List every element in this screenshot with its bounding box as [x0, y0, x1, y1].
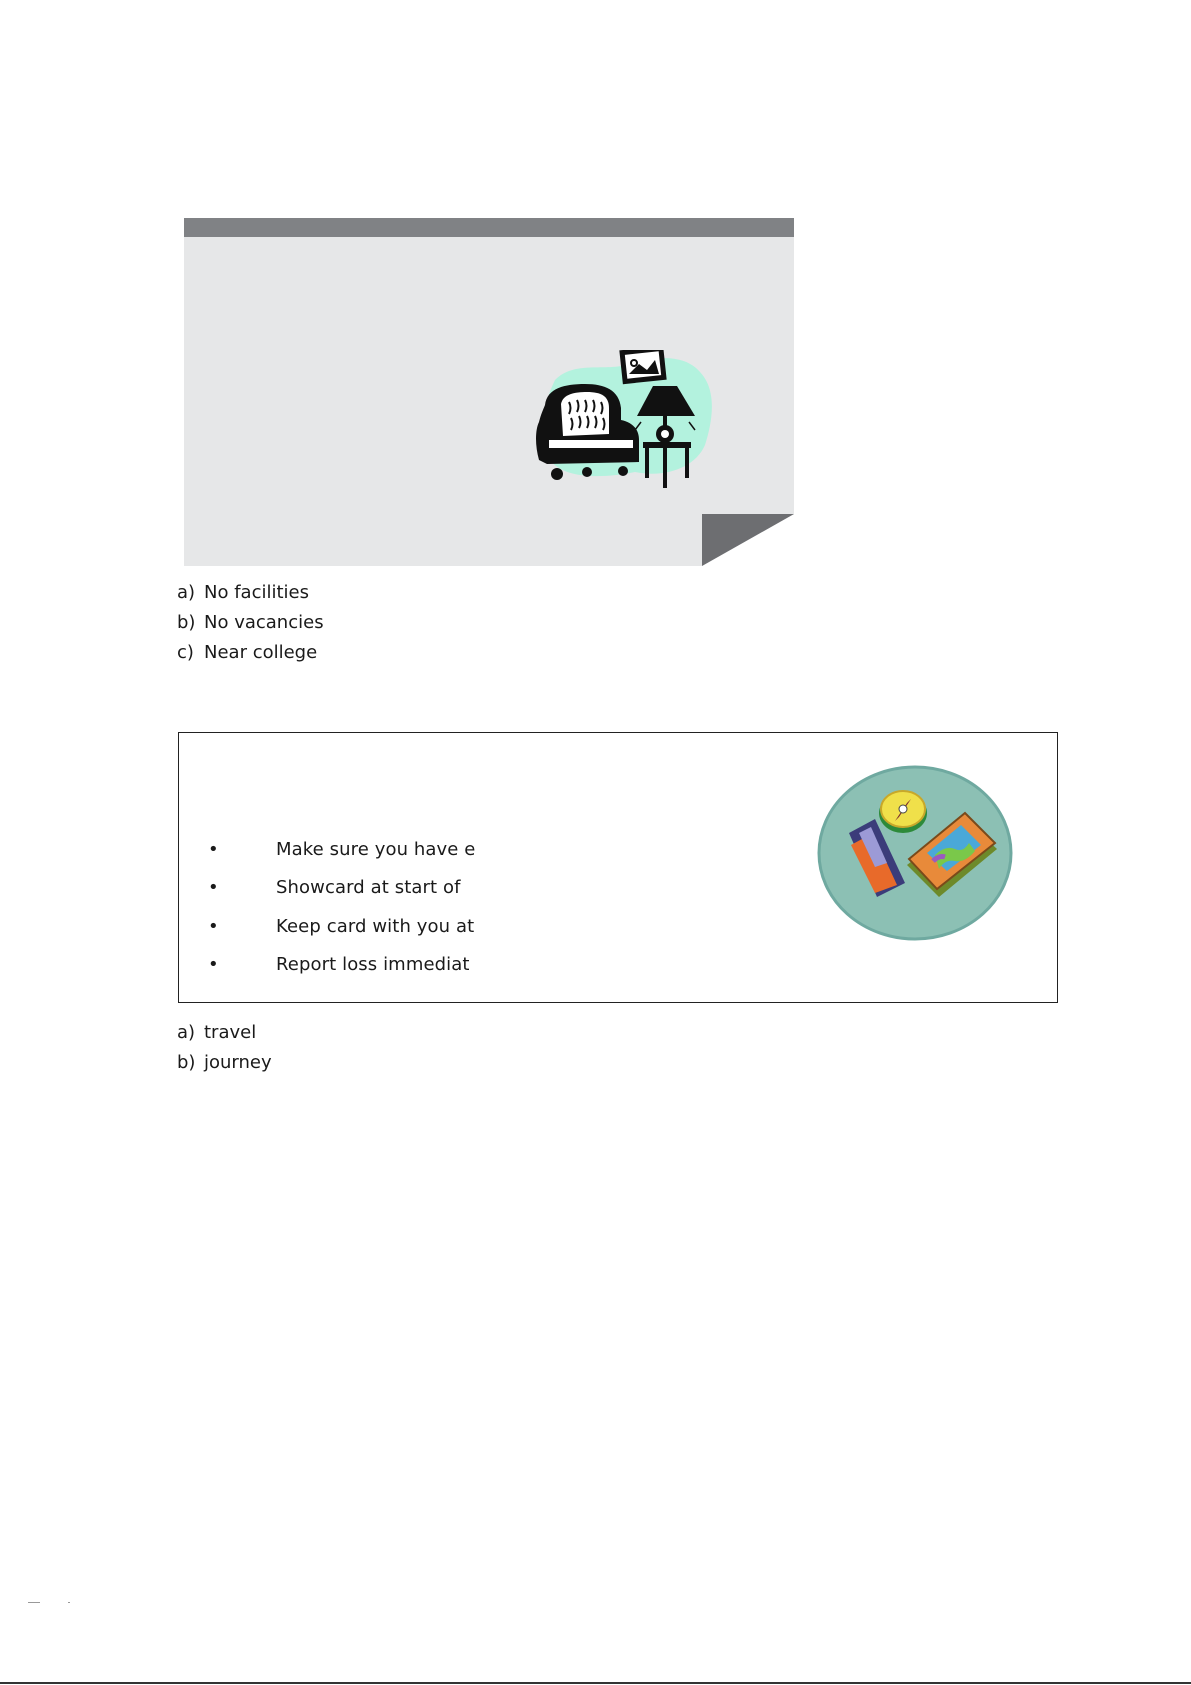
bullet-text: Make sure you have e — [276, 839, 476, 860]
notice-card-2 — [178, 732, 1058, 1003]
furniture-armchair-lamp-icon — [535, 350, 727, 490]
bullet-icon: • — [208, 916, 219, 937]
option-a[interactable]: a) No facilities — [177, 582, 309, 603]
page-curl-corner — [702, 514, 794, 566]
option-text: Near college — [204, 642, 318, 663]
option-text: journey — [204, 1052, 272, 1073]
option-a[interactable]: a) travel — [177, 1022, 257, 1043]
option-text: travel — [204, 1022, 257, 1043]
option-b[interactable]: b) journey — [177, 1052, 272, 1073]
option-text: No vacancies — [204, 612, 324, 633]
bullet-text: Report loss immediat — [276, 954, 470, 975]
bullet-icon: • — [208, 839, 219, 860]
footer-mark — [28, 1601, 78, 1604]
option-c[interactable]: c) Near college — [177, 642, 318, 663]
page-bottom-rule — [0, 1682, 1191, 1684]
bullet-icon: • — [208, 877, 219, 898]
notice-card-1 — [184, 218, 794, 566]
travel-map-compass-icon — [815, 763, 1015, 943]
option-b[interactable]: b) No vacancies — [177, 612, 324, 633]
option-text: No facilities — [204, 582, 309, 603]
bullet-icon: • — [208, 954, 219, 975]
notice-header-bar — [184, 218, 794, 237]
bullet-text: Showcard at start of — [276, 877, 461, 898]
bullet-text: Keep card with you at — [276, 916, 475, 937]
